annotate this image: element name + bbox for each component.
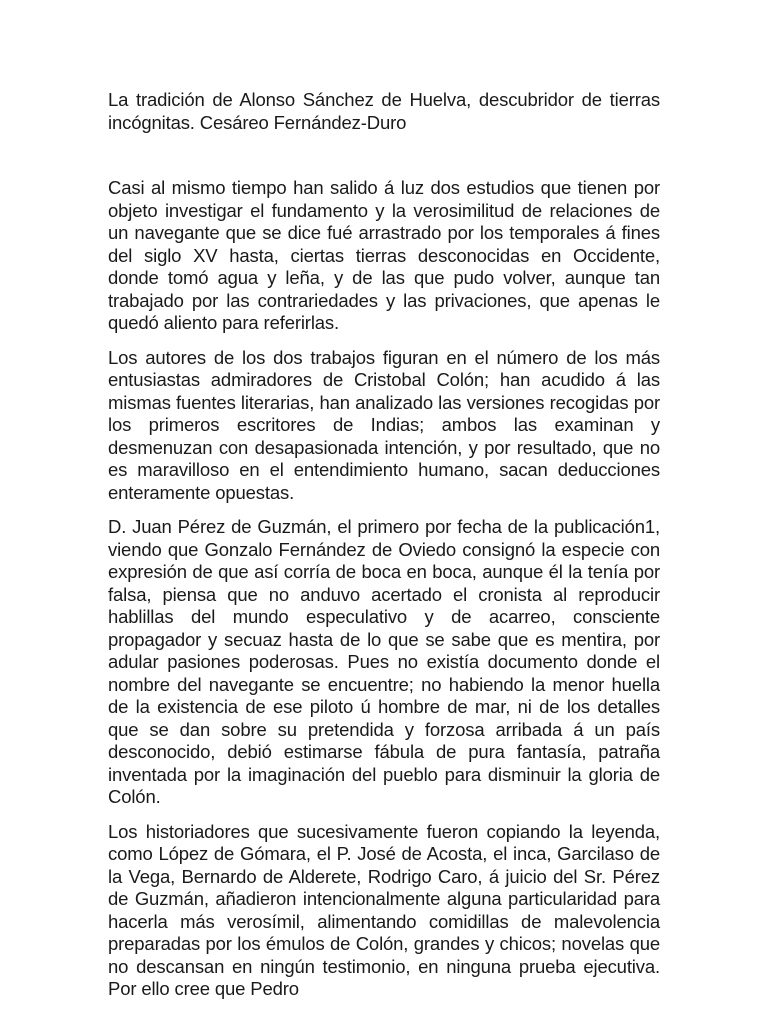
document-title: La tradición de Alonso Sánchez de Huelva, descubridor de tierras incógnitas. Cesáreo Fernández-Duro [108, 89, 660, 133]
paragraph-4: Los historiadores que sucesivamente fueron copiando la leyenda, como López de Gómara, el P. José de Acosta, el inca, Garcilaso de la Vega, Bernardo de Alderete, Rodrigo Caro, á juicio del Sr. Pérez de Guzmán, añadieron intencionalmente alguna particularidad para hacerla más verosímil, alimentando comidillas de malevolencia preparadas por los émulos de Colón, grandes y chicos; novelas que no descansan en ningún testimonio, en ninguna prueba ejecutiva. Por ello cree que Pedro [108, 820, 660, 999]
document-body [108, 177, 660, 1013]
paragraph-2: Los autores de los dos trabajos figuran en el número de los más entusiastas admiradores de Cristobal Colón; han acudido á las mismas fuentes literarias, han analizado las versiones recogidas por los primeros escritores de Indias; ambos las examinan y desmenuzan con desapasionada intención, y por resultado, que no es maravilloso en el entendimiento humano, sacan deducciones enteramente opuestas. [108, 346, 660, 503]
paragraph-1: Casi al mismo tiempo han salido á luz dos estudios que tienen por objeto investigar el fundamento y la verosimilitud de relaciones de un navegante que se dice fué arrastrado por los temporales á fines del siglo XV hasta, ciertas tierras desconocidas en Occidente, donde tomó agua y leña, y de las que pudo volver, aunque tan trabajado por las contrariedades y las privaciones, que apenas le quedó aliento para referirlas. [108, 177, 660, 333]
paragraph-3: D. Juan Pérez de Guzmán, el primero por fecha de la publicación1, viendo que Gonzalo Fernández de Oviedo consignó la especie con expresión de que así corría de boca en boca, aunque él la tenía por falsa, piensa que no anduvo acertado el cronista al reproducir hablillas del mundo especulativo y de acarreo, consciente propagador y secuaz hasta de lo que se sabe que es mentira, por adular pasiones poderosas. Pues no existía documento donde el nombre del navegante se encuentre; no habiendo la menor huella de la existencia de ese piloto ú hombre de mar, ni de los detalles que se dan sobre su pretendida y forzosa arribada á un país desconocido, debió estimarse fábula de pura fantasía, patraña inventada por la imaginación del pueblo para disminuir la gloria de Colón. [108, 516, 660, 807]
